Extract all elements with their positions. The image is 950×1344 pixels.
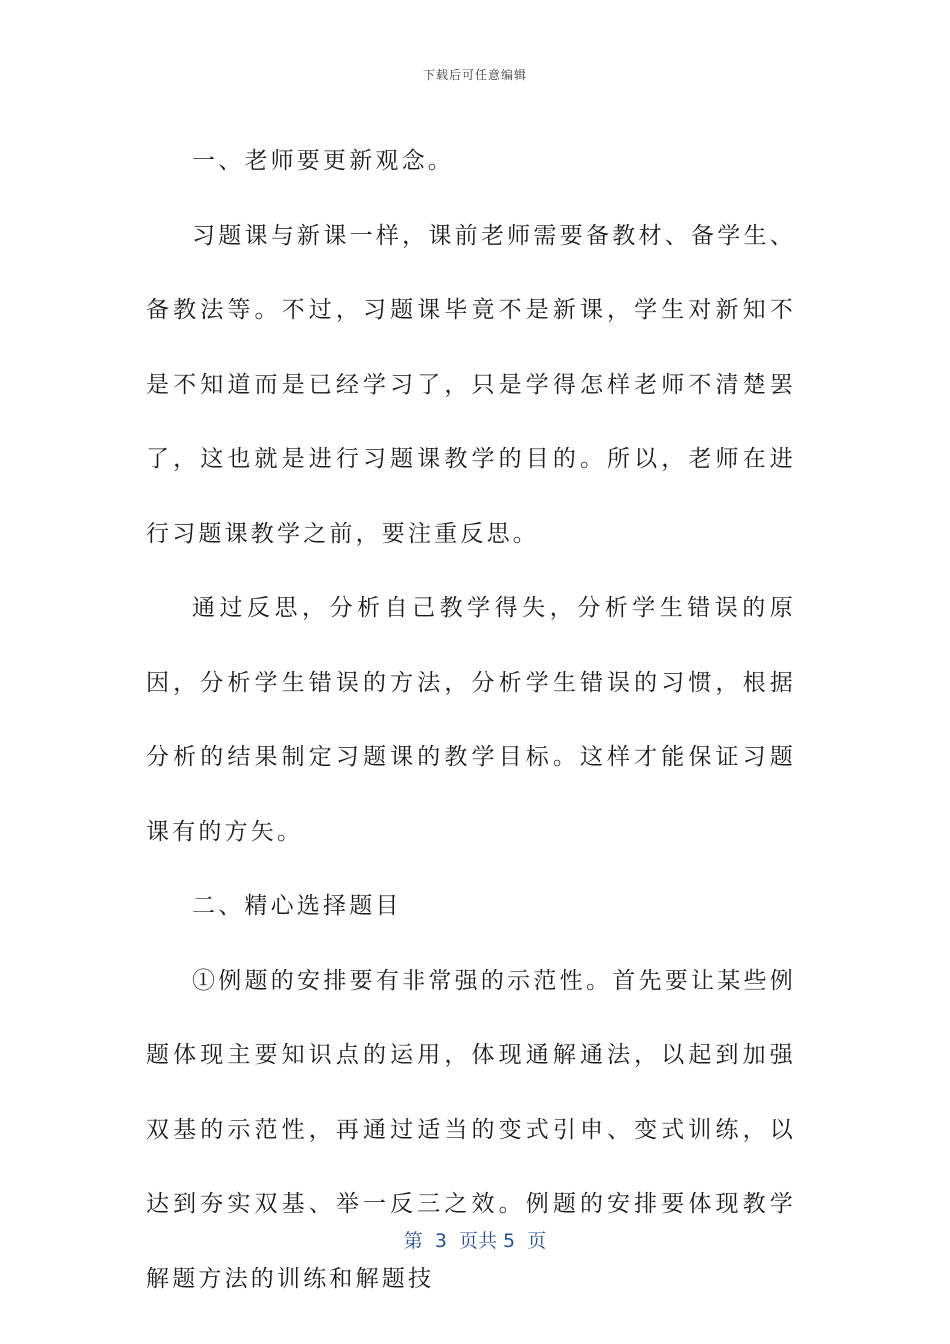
body-paragraph-1: 习题课与新课一样，课前老师需要备教材、备学生、备教法等。不过，习题课毕竟不是新课，学生对新知不是不知道而是已经学习了，只是学得怎样老师不清楚罢了，这也就是进行习题课教学的目的。所以，老师在进行习题课教学之前，要注重反思。 [146,222,796,547]
section-heading-2: 二、精心选择题目 [192,893,402,919]
document-body [146,124,796,1316]
body-paragraph-2: 通过反思，分析自己教学得失，分析学生错误的原因，分析学生错误的方法，分析学生错误的习惯，根据分析的结果制定习题课的教学目标。这样才能保证习题课有的方矢。 [146,595,796,845]
page-footer-page-number: 第 3 页共 5 页 [403,1230,547,1252]
body-paragraph-3: ①例题的安排要有非常强的示范性。首先要让某些例题体现主要知识点的运用，体现通解通法，以起到加强双基的示范性，再通过适当的变式引申、变式训练，以达到夯实双基、举一反三之效。例题的安排要体现教学解题方法的训练和解题技 [146,967,796,1292]
page-header: 下载后可任意编辑 [422,68,527,82]
section-heading-1: 一、老师要更新观念。 [192,148,454,174]
